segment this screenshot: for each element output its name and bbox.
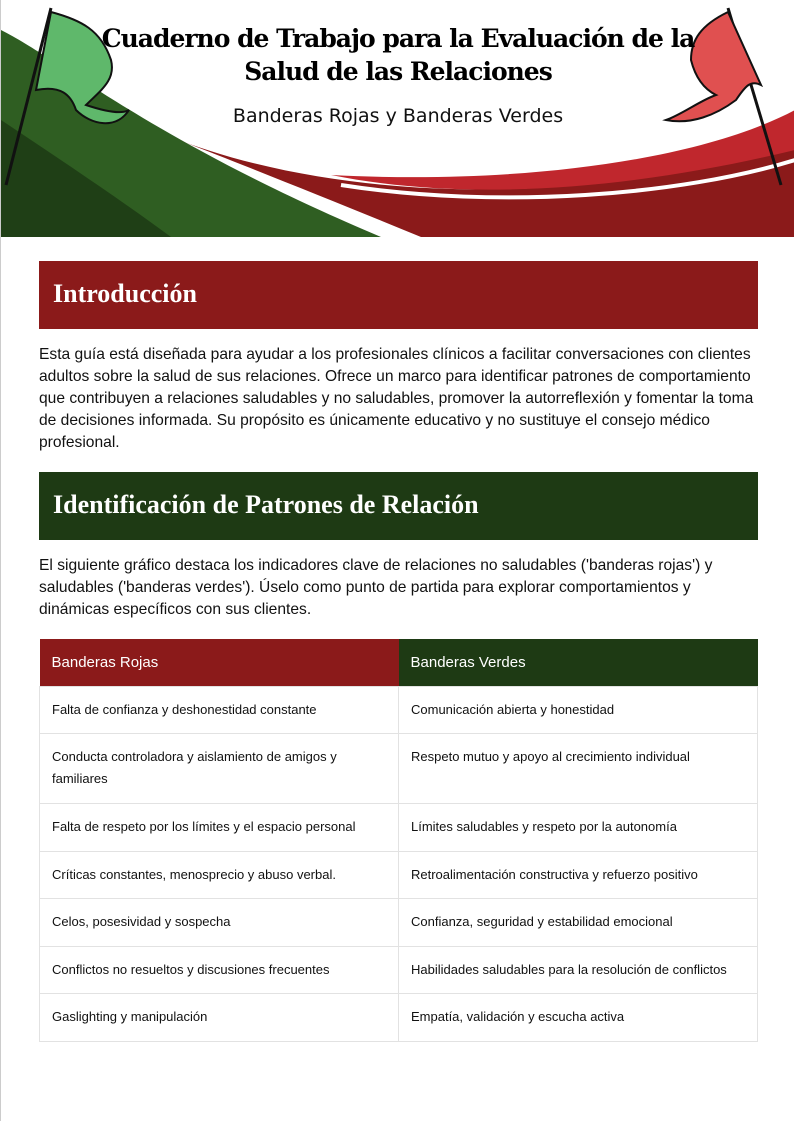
red-flag-cell: Falta de respeto por los límites y el espacio personal [40, 803, 399, 851]
header-banner [1, 0, 794, 237]
table-row [40, 803, 758, 851]
table-row [40, 686, 758, 733]
table-row [40, 898, 758, 946]
patterns-text: El siguiente gráfico destaca los indicadores clave de relaciones no saludables ('banderas rojas') y saludables ('banderas verdes'). Úselo como punto de partida para explorar comportamientos y dinámicas específicos con sus clientes. [39, 557, 713, 618]
table-row [40, 733, 758, 803]
green-flag-cell: Confianza, seguridad y estabilidad emocional [399, 898, 758, 946]
red-flag-cell: Conducta controladora y aislamiento de amigos y familiares [40, 733, 399, 803]
flags-table [39, 639, 758, 1042]
red-flag-cell: Críticas constantes, menosprecio y abuso verbal. [40, 851, 399, 898]
green-flag-cell: Habilidades saludables para la resolución de conflictos [399, 946, 758, 993]
document-title: Cuaderno de Trabajo para la Evaluación de la Salud de las Relaciones [101, 24, 695, 86]
red-flag-cell: Conflictos no resueltos y discusiones frecuentes [40, 946, 399, 993]
red-flag-cell: Gaslighting y manipulación [40, 993, 399, 1041]
green-flags-header: Banderas Verdes [399, 639, 758, 686]
table-row [40, 993, 758, 1041]
green-flag-cell: Retroalimentación constructiva y refuerzo positivo [399, 851, 758, 898]
table-row [40, 851, 758, 898]
green-flag-cell: Comunicación abierta y honestidad [399, 686, 758, 733]
intro-heading: Introducción [39, 261, 758, 329]
document-subtitle: Banderas Rojas y Banderas Verdes [232, 105, 564, 127]
red-flags-header: Banderas Rojas [40, 639, 399, 686]
green-flag-cell: Respeto mutuo y apoyo al crecimiento individual [399, 733, 758, 803]
red-flag-cell: Celos, posesividad y sospecha [40, 898, 399, 946]
table-row [40, 946, 758, 993]
patterns-heading: Identificación de Patrones de Relación [39, 472, 758, 540]
red-flag-cell: Falta de confianza y deshonestidad constante [40, 686, 399, 733]
green-flag-cell: Límites saludables y respeto por la autonomía [399, 803, 758, 851]
green-flag-cell: Empatía, validación y escucha activa [399, 993, 758, 1041]
intro-text: Esta guía está diseñada para ayudar a los profesionales clínicos a facilitar conversaciones con clientes adultos sobre la salud de sus relaciones. Ofrece un marco para identificar patrones de comportamiento que contribuyen a relaciones saludables y no saludables, promover la autorreflexión y fomentar la toma de decisiones informada. Su propósito es únicamente educativo y no sustituye el consejo médico profesional. [39, 346, 754, 451]
